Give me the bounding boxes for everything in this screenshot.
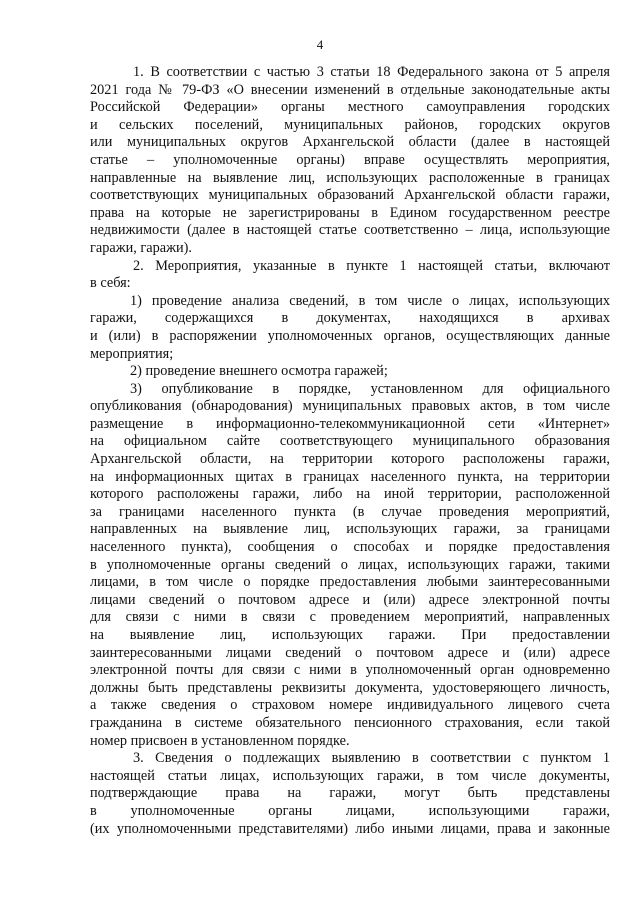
text-line: в уполномоченные органы лицами, использующими гаражи,: [90, 802, 610, 819]
text-line: электронной почты для связи с ними в уполномоченный орган одновременно: [90, 662, 610, 679]
paragraph: [90, 381, 610, 750]
text-line: 2) проведение внешнего осмотра гаражей;: [130, 363, 388, 380]
paragraph: [90, 363, 610, 381]
text-line: и (или) в распоряжении уполномоченных органов, осуществляющих данные: [90, 327, 610, 344]
text-line: гражданина в системе обязательного пенсионного страхования, если такой: [90, 714, 610, 731]
text-line: в уполномоченные органы сведений о лицах, использующих гаражи, такими: [90, 556, 610, 573]
text-line: для связи с ними в связи с проведением мероприятий, направленных: [90, 609, 610, 626]
paragraph: [90, 64, 610, 258]
text-line: статье – уполномоченные органы) вправе осуществлять мероприятия,: [90, 151, 610, 168]
text-line: мероприятия;: [90, 345, 174, 362]
text-line: права на которые не зарегистрированы в Едином государственном реестре: [90, 204, 610, 221]
text-line: в себя:: [90, 275, 131, 292]
text-line: направленные на выявление лиц, использующих расположенные в границах: [90, 169, 610, 186]
text-line: 1) проведение анализа сведений, в том числе о лицах, использующих: [130, 292, 610, 309]
text-line: которого расположены гаражи, либо на иной территории, расположенной: [90, 486, 610, 503]
text-line: лицами сведений о почтовом адресе и (или) адресе электронной почты: [90, 591, 610, 608]
text-line: гаражи, содержащихся в документах, находящихся в архивах: [90, 310, 610, 327]
text-line: 2. Мероприятия, указанные в пункте 1 настоящей статьи, включают: [133, 257, 610, 274]
page-number: 4: [316, 37, 324, 52]
text-line: направленных на выявление лиц, использующих гаражи, за границами: [90, 521, 610, 538]
text-line: 3. Сведения о подлежащих выявлению в соответствии с пунктом 1: [133, 750, 610, 767]
text-line: Российской Федерации» органы местного самоуправления городских: [90, 99, 610, 116]
text-line: населенного пункта), сообщения о способах и порядке предоставления: [90, 539, 610, 556]
text-line: 3) опубликование в порядке, установленном для официального: [130, 380, 610, 397]
text-line: лицами, в том числе о порядке предоставления любыми заинтересованными: [90, 574, 610, 591]
text-line: (их уполномоченными представителями) либо иными лицами, права и законные: [90, 820, 610, 837]
text-line: или муниципальных округов Архангельской области (далее в настоящей: [90, 134, 610, 151]
paragraph: [90, 293, 610, 363]
text-line: настоящей статьи лицах, использующих гаражи, в том числе документы,: [90, 767, 610, 784]
text-line: гаражи, гаражи).: [90, 239, 192, 256]
text-line: 1. В соответствии с частью 3 статьи 18 Федерального закона от 5 апреля: [133, 64, 610, 80]
text-line: заинтересованными лицами сведений о почтовом адресе и (или) адресе: [90, 644, 610, 661]
text-line: на официальном сайте соответствующего муниципального образования: [90, 433, 610, 450]
document-body: [90, 64, 610, 838]
text-line: на информационных щитах в границах населенного пункта, на территории: [90, 468, 610, 485]
text-line: 2021 года № 79-ФЗ «О внесении изменений в отдельные законодательные акты: [90, 81, 610, 98]
text-line: а также сведения о страховом номере индивидуального лицевого счета: [90, 697, 610, 714]
text-line: недвижимости (далее в настоящей статье соответственно – лица, использующие: [90, 222, 610, 239]
text-line: на выявление лиц, использующих гаражи. При предоставлении: [90, 627, 610, 643]
text-line: номер присвоен в установленном порядке.: [90, 732, 350, 749]
paragraph: [90, 750, 610, 838]
text-line: размещение в информационно-телекоммуникационной сети «Интернет»: [90, 415, 610, 432]
text-line: за границами населенного пункта (в случае проведения мероприятий,: [90, 503, 610, 520]
paragraph: [90, 258, 610, 293]
text-line: соответствующих муниципальных образований Архангельской области гаражи,: [90, 187, 610, 204]
text-line: опубликования (обнародования) муниципальных правовых актов, в том числе: [90, 398, 610, 415]
text-line: и сельских поселений, муниципальных районов, городских округов: [90, 116, 610, 133]
text-line: должны быть представлены реквизиты документа, удостоверяющего личность,: [90, 679, 610, 696]
text-line: Архангельской области, на территории которого расположены гаражи,: [90, 451, 610, 468]
text-line: подтверждающие права на гаражи, могут быть представлены: [90, 785, 610, 802]
